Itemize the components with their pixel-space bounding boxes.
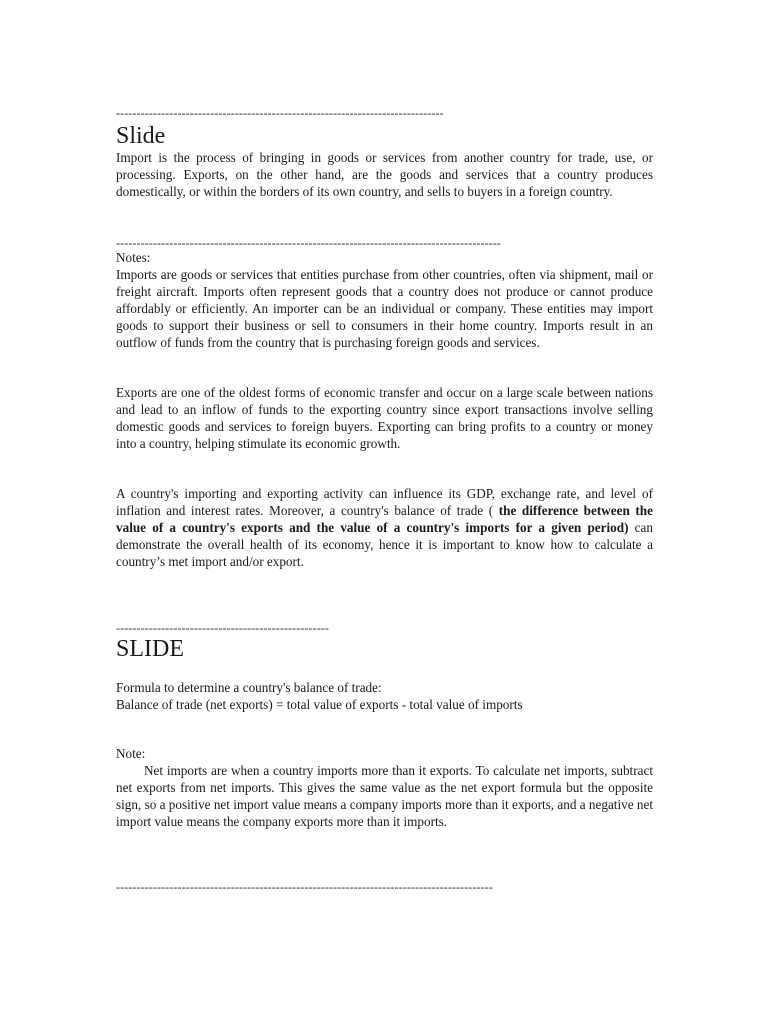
- separator-rule: --------------------------------------------------------------------------------: [116, 106, 444, 120]
- balance-of-trade-formula: Balance of trade (net exports) = total value of exports - total value of imports: [116, 697, 523, 712]
- separator-rule: ----------------------------------------------------------------------------------------------: [116, 236, 502, 250]
- separator-rule: ----------------------------------------------------: [116, 621, 329, 635]
- notes-label: Notes:: [116, 250, 151, 265]
- slide-heading: Slide: [116, 123, 166, 149]
- net-imports-paragraph: Net imports are when a country imports more than it exports. To calculate net imports, subtract net exports from net imports. This gives the same value as the net export formula but the opposite sign, so a positive net import value means a company imports more than it exports, and a negative net import value means the company exports more than it imports.: [116, 763, 653, 829]
- note-label: Note:: [116, 746, 146, 761]
- formula-intro: Formula to determine a country's balance of trade:: [116, 680, 382, 695]
- slide-heading: SLIDE: [116, 636, 184, 662]
- gdp-text-start: A country's importing and exporting activity can influence its GDP, exchange rate, and level of inflation and interest rates. Moreover, a country's balance of trade (: [116, 486, 653, 518]
- separator-rule: --------------------------------------------------------------------------------------------: [116, 880, 493, 894]
- exports-paragraph: Exports are one of the oldest forms of economic transfer and occur on a large scale between nations and lead to an inflow of funds to the exporting country since export transactions involve selling domestic goods and services to foreign buyers. Exporting can bring profits to a country or money into a country, helping stimulate its economic growth.: [116, 385, 653, 451]
- imports-paragraph: Imports are goods or services that entities purchase from other countries, often via shipment, mail or freight aircraft. Imports often represent goods that a country does not produce or cannot produce affordably or efficiently. An importer can be an individual or company. These entities may import goods to support their business or sell to consumers in their home country. Imports result in an outflow of funds from the country that is purchasing foreign goods and services.: [116, 267, 653, 350]
- balance-of-trade-definition: the difference between the value of a country's exports and the value of a country's imports for a given period): [116, 503, 653, 535]
- gdp-text-end: can demonstrate the overall health of its economy, hence it is important to know how to calculate a country’s met import and/or export.: [116, 520, 653, 569]
- gdp-paragraph: [116, 485, 653, 570]
- intro-paragraph: Import is the process of bringing in goods or services from another country for trade, use, or processing. Exports, on the other hand, are the goods and services that a country produces domestically, or within the borders of its own country, and sells to buyers in a foreign country.: [116, 150, 653, 199]
